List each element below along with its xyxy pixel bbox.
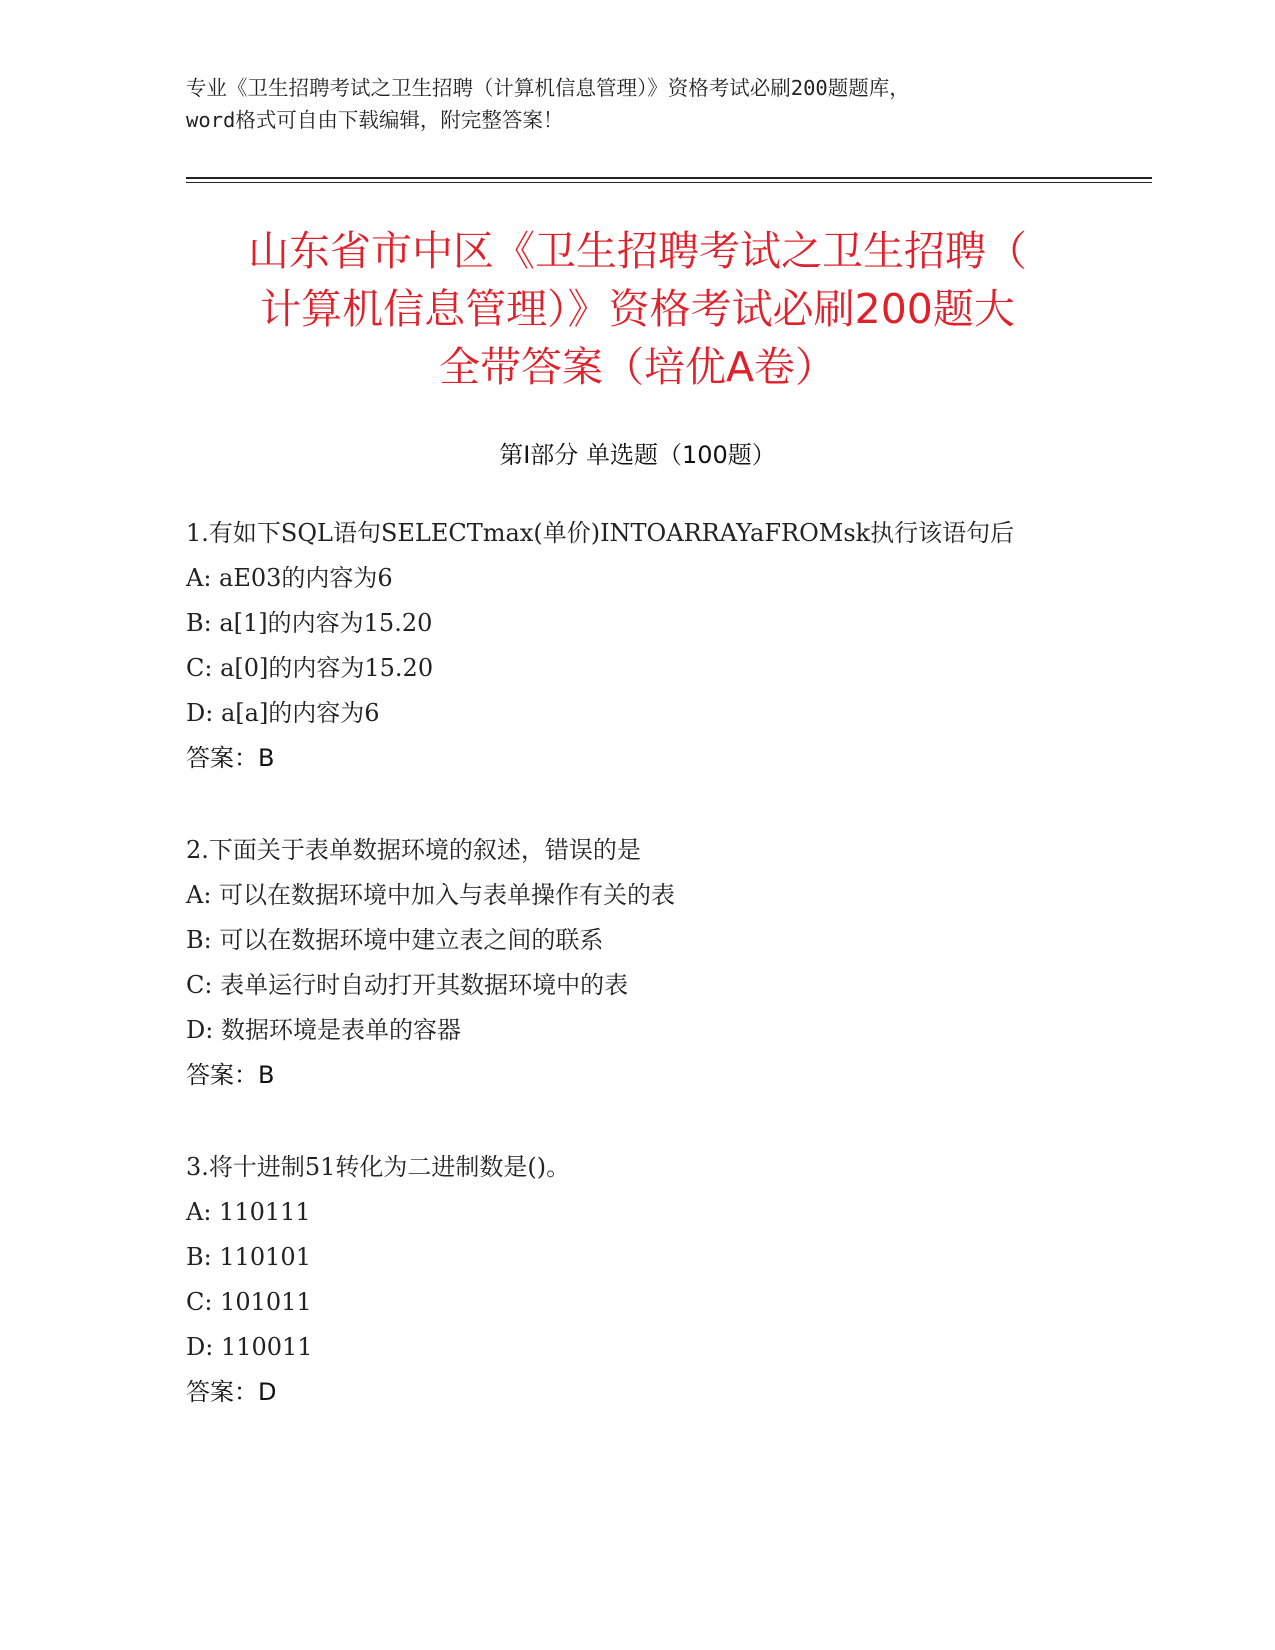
option-d: D: a[a]的内容为6 (186, 699, 380, 727)
option-c: C: 101011 (186, 1288, 312, 1316)
question-1 (186, 511, 1146, 781)
option-c: C: 表单运行时自动打开其数据环境中的表 (186, 971, 629, 999)
option-b: B: 110101 (186, 1243, 311, 1271)
title-line-3: 全带答案（培优A卷） (438, 343, 837, 391)
question-2 (186, 828, 1146, 1098)
question-stem: 1.有如下SQL语句SELECTmax(单价)INTOARRAYaFROMsk执行该语句后 (186, 519, 1015, 547)
option-b: B: a[1]的内容为15.20 (186, 609, 433, 637)
header-divider-thin (186, 182, 1152, 183)
title-line-1: 山东省市中区《卫生招聘考试之卫生招聘（ (248, 227, 1027, 275)
header-note-line-1: 专业《卫生招聘考试之卫生招聘（计算机信息管理）》资格考试必刷200题题库， (186, 76, 910, 100)
header-divider-thick (186, 177, 1152, 179)
answer: 答案：D (186, 1378, 277, 1406)
section-heading: 第Ⅰ部分 单选题（100题） (499, 441, 776, 469)
question-3 (186, 1145, 1146, 1415)
question-stem: 2.下面关于表单数据环境的叙述，错误的是 (186, 836, 641, 864)
option-a: A: 可以在数据环境中加入与表单操作有关的表 (186, 881, 676, 909)
answer: 答案：B (186, 1061, 275, 1089)
question-stem: 3.将十进制51转化为二进制数是()。 (186, 1153, 571, 1181)
option-a: A: aE03的内容为6 (186, 564, 393, 592)
header-note (186, 72, 1086, 136)
header-note-line-2: word格式可自由下载编辑，附完整答案！ (186, 108, 564, 132)
title-line-2: 计算机信息管理）》资格考试必刷200题大 (260, 285, 1015, 333)
answer: 答案：B (186, 744, 275, 772)
option-c: C: a[0]的内容为15.20 (186, 654, 434, 682)
option-b: B: 可以在数据环境中建立表之间的联系 (186, 926, 604, 954)
option-d: D: 110011 (186, 1333, 313, 1361)
option-a: A: 110111 (186, 1198, 311, 1226)
option-d: D: 数据环境是表单的容器 (186, 1016, 461, 1044)
document-title (150, 222, 1125, 396)
